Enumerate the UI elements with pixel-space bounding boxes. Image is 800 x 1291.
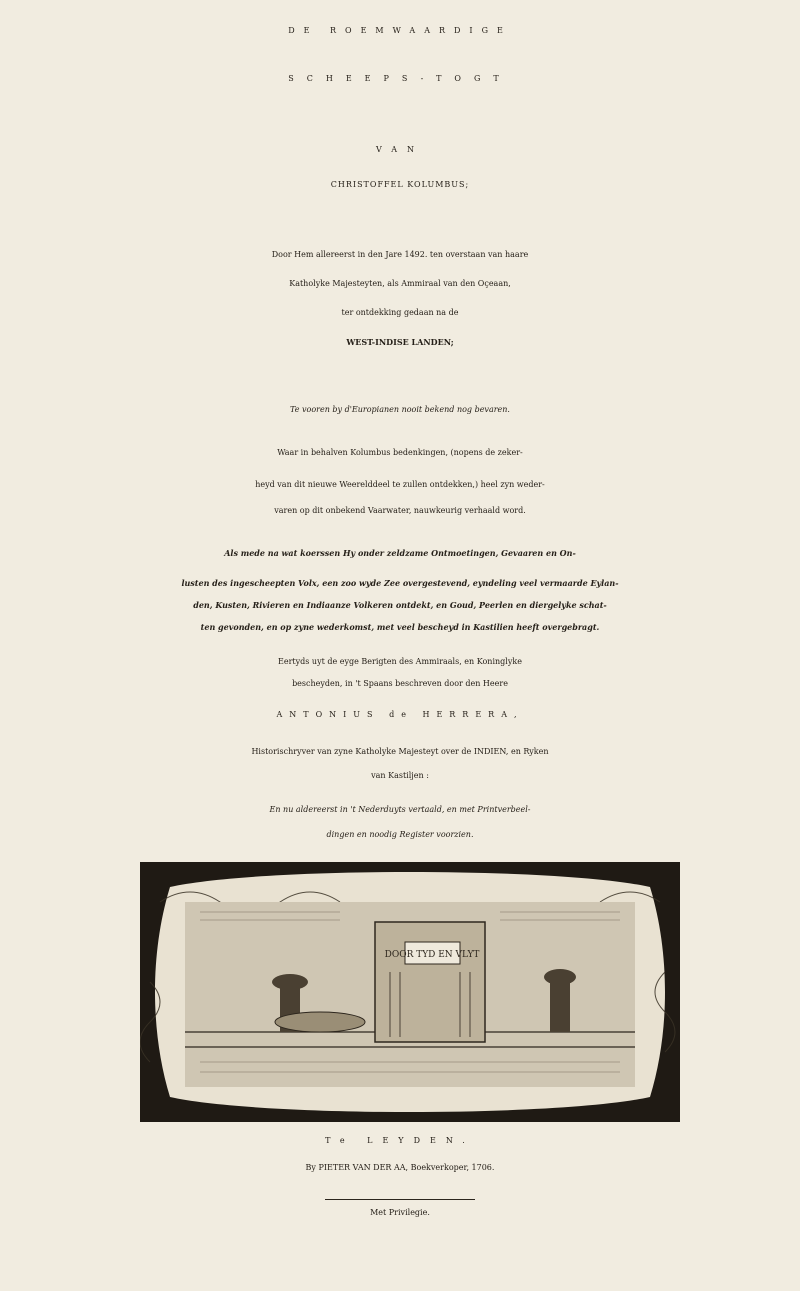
title-line-5: WEST-INDISE LANDEN; bbox=[346, 337, 454, 347]
intro-line-1: Door Hem allereerst in den Jare 1492. ten overstaan van haare bbox=[271, 250, 529, 259]
source-line-2: bescheyden, in 't Spaans beschreven door den Heere bbox=[292, 679, 508, 688]
title-line-3: VAN bbox=[375, 145, 424, 154]
privilege-note: Met Privilegie. bbox=[370, 1208, 430, 1217]
divider-rule bbox=[325, 1199, 475, 1200]
translation-line-1: En nu aldereerst in 't Nederduyts vertaald, en met Printverbeel- bbox=[269, 805, 531, 814]
italic-line-2: lusten des ingescheepten Volx, een zoo wyde Zee overgestevend, eyndeling veel vermaarde Eylan- bbox=[181, 578, 619, 588]
desc-line-2: heyd van dit nieuwe Weerelddeel te zullen ontdekken,) heel zyn weder- bbox=[255, 480, 545, 489]
title-line-4: CHRISTOFFEL KOLUMBUS; bbox=[330, 180, 470, 189]
translation-line-2: dingen en noodig Register voorzien. bbox=[326, 830, 474, 839]
intro-line-2: Katholyke Majesteyten, als Ammiraal van den Oçeaan, bbox=[289, 279, 511, 288]
author-role-2: van Kastiljen : bbox=[371, 771, 429, 780]
desc-line-1: Waar in behalven Kolumbus bedenkingen, (nopens de zeker- bbox=[277, 448, 523, 457]
title-line-2: SCHEEPS-TOGT bbox=[288, 74, 512, 83]
desc-line-3: varen op dit onbekend Vaarwater, nauwkeurig verhaald word. bbox=[274, 506, 526, 515]
title-line-1: DE ROEMWAARDIGE bbox=[288, 26, 512, 35]
press-banner-text: DOOR TYD EN VLYT bbox=[384, 950, 480, 960]
source-line-1: Eertyds uyt de eyge Berigten des Ammiraals, en Koninglyke bbox=[278, 657, 522, 666]
italic-line-4: ten gevonden, en op zyne wederkomst, met veel bescheyd in Kastilien heeft overgebragt. bbox=[200, 622, 600, 632]
italic-line-1: Als mede na wat koerssen Hy onder zeldzame Ontmoetingen, Gevaaren en On- bbox=[224, 548, 576, 558]
printer-device-engraving bbox=[140, 862, 680, 1122]
imprint-place: Te LEYDEN. bbox=[325, 1136, 475, 1145]
author-role-1: Historischryver van zyne Katholyke Majesteyt over de INDIEN, en Ryken bbox=[251, 747, 549, 756]
author-name: ANTONIUS de HERRERA, bbox=[276, 710, 524, 719]
intro-line-3: ter ontdekking gedaan na de bbox=[341, 308, 459, 317]
italic-line-3: den, Kusten, Rivieren en Indiaanze Volkeren ontdekt, en Goud, Peerlen en diergelyke schat- bbox=[193, 600, 607, 610]
subtitle-italic: Te vooren by d'Europianen nooit bekend nog bevaren. bbox=[290, 405, 510, 414]
imprint-printer: By PIETER VAN DER AA, Boekverkoper, 1706. bbox=[305, 1163, 495, 1172]
